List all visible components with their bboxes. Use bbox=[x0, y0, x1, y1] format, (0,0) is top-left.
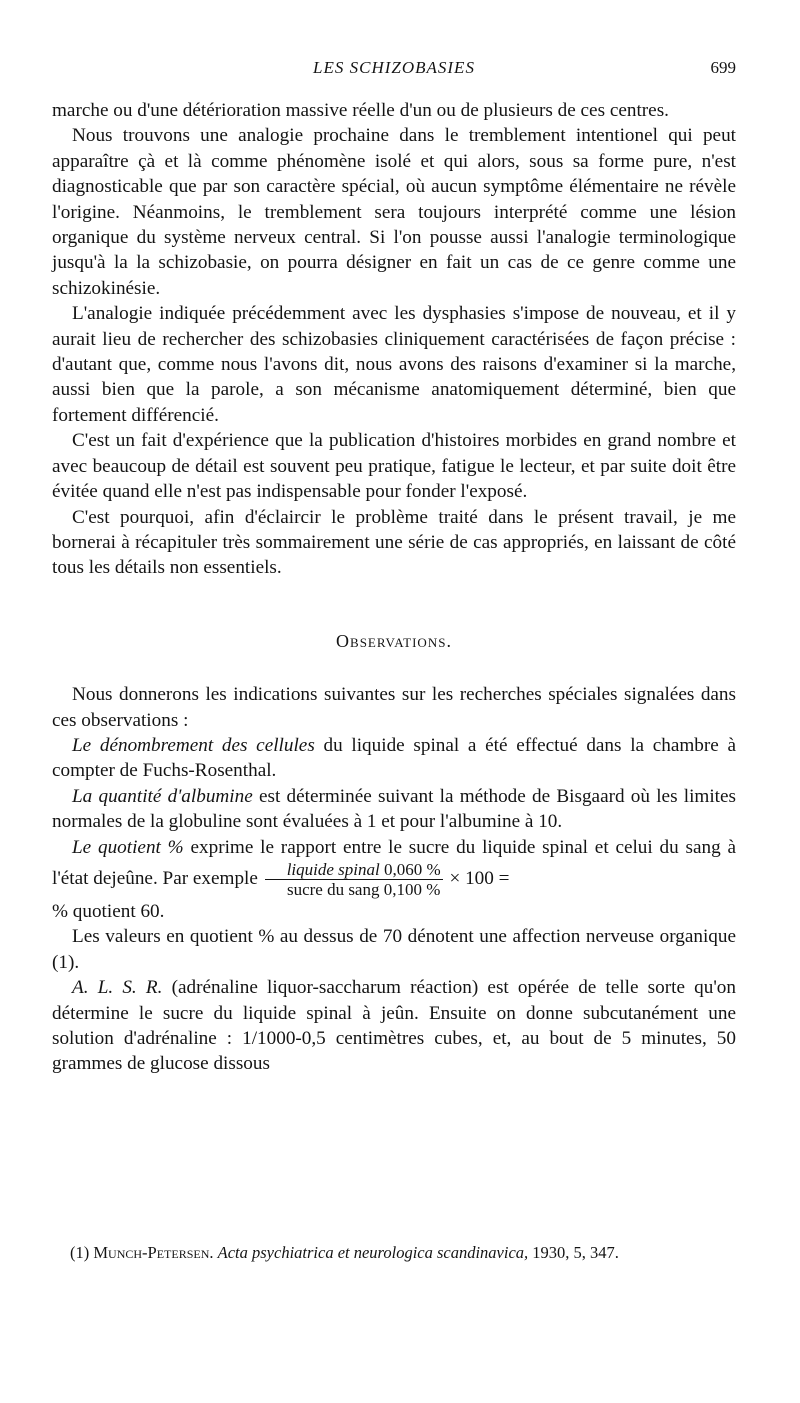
footnote-marker: (1) bbox=[70, 1243, 90, 1262]
quotient-fraction bbox=[265, 860, 443, 899]
albumin-text: est déterminée suivant la méthode de Bisgaard où les limites normales de la globuline sont évaluées à 1 et pour l'albumine à 10. bbox=[52, 785, 737, 833]
cells-text: du liquide spinal a été effectué dans la chambre à compter de Fuchs-Rosenthal. bbox=[52, 734, 737, 782]
footnote-author: Munch-Petersen. bbox=[93, 1243, 214, 1262]
paragraph-histoires: C'est un fait d'expérience que la publication d'histoires morbides en grand nombre et avec beaucoup de détail est souvent peu pratique, fatigue le lecteur, et par suite doit être évitée quand elle n'est pas indispensable pour fonder l'exposé. bbox=[52, 430, 736, 503]
paragraph-cellules bbox=[52, 733, 736, 784]
observations-intro: Nous donnerons les indications suivantes sur les recherches spéciales signalées dans ces observations : bbox=[52, 684, 736, 731]
paragraph-albumine bbox=[52, 784, 736, 835]
page-number: 699 bbox=[710, 58, 736, 77]
footnote-journal: Acta psychiatrica et neurologica scandinavica, bbox=[217, 1243, 529, 1262]
alsr-term: A. L. S. R. bbox=[72, 977, 163, 999]
fraction-numerator bbox=[265, 860, 443, 880]
footnote-details: 1930, 5, 347. bbox=[532, 1243, 619, 1262]
fraction-tail: × 100 = bbox=[449, 867, 510, 889]
paragraph-alsr bbox=[52, 975, 736, 1077]
quotient-text: exprime le rapport entre le sucre du liquide spinal et celui du sang à l'état dejeûne. Par exemple bbox=[52, 836, 737, 889]
albumin-term: La quantité d'albumine bbox=[72, 785, 253, 807]
quotient-result: % quotient 60. bbox=[52, 900, 165, 922]
fraction-denominator: sucre du sang 0,100 % bbox=[286, 879, 441, 899]
paragraph-dysphasies: L'analogie indiquée précédemment avec les dysphasies s'impose de nouveau, et il y aurait lieu de rechercher des schizobasies cliniquement caractérisées de façon précise : d'autant que, comme nous l'avons dit, nous avons des raisons d'examiner si la marche, aussi bien que la parole, a son mécanisme anatomiquement déterminé, bien que fortement différencié. bbox=[52, 303, 736, 426]
section-heading: Observations. bbox=[336, 630, 452, 651]
running-head bbox=[52, 58, 736, 86]
fraction-numerator-value: 0,060 % bbox=[383, 859, 441, 879]
paragraph-quotient bbox=[52, 835, 736, 899]
footnote bbox=[70, 1242, 736, 1264]
paragraph-recapitulation: C'est pourquoi, afin d'éclaircir le problème traité dans le présent travail, je me bornerai à récapituler très sommairement une série de cas appropriés, en laissant de côté tous les détails non essentiels. bbox=[52, 506, 736, 579]
fraction-numerator-label: liquide spinal bbox=[286, 859, 380, 879]
running-title: LES SCHIZOBASIES bbox=[313, 58, 475, 77]
paragraph-continuation: marche ou d'une détérioration massive réelle d'un ou de plusieurs de ces centres. bbox=[52, 100, 669, 121]
paragraph-valeurs: Les valeurs en quotient % au dessus de 70 dénotent une affection nerveuse organique (1). bbox=[52, 926, 736, 973]
alsr-text: (adrénaline liquor-saccharum réaction) est opérée de telle sorte qu'on détermine le sucre du liquide spinal à jeûn. Ensuite on donne subcutanément une solution d'adrénaline : 1/1000-0,5 centimètres cubes, et, au bout de 5 minutes, 50 grammes de glucose dissous bbox=[52, 977, 736, 1075]
body-text bbox=[52, 98, 736, 1077]
cells-term: Le dénombrement des cellules bbox=[72, 734, 315, 756]
paragraph-tremblement: Nous trouvons une analogie prochaine dans le tremblement intentionel qui peut apparaître çà et là comme phénomène isolé et qui alors, sous sa forme pure, n'est diagnosticable que par son caractère spécial, où aucun symptôme élémentaire ne révèle l'origine. Néanmoins, le tremblement sera toujours interprété comme une lésion organique du système nerveux central. Si l'on pousse aussi l'analogie terminologique jusqu'à la la schizobasie, on pourra désigner en fait un cas de ce genre comme une schizokinésie. bbox=[52, 125, 736, 299]
quotient-term: Le quotient % bbox=[72, 836, 184, 858]
